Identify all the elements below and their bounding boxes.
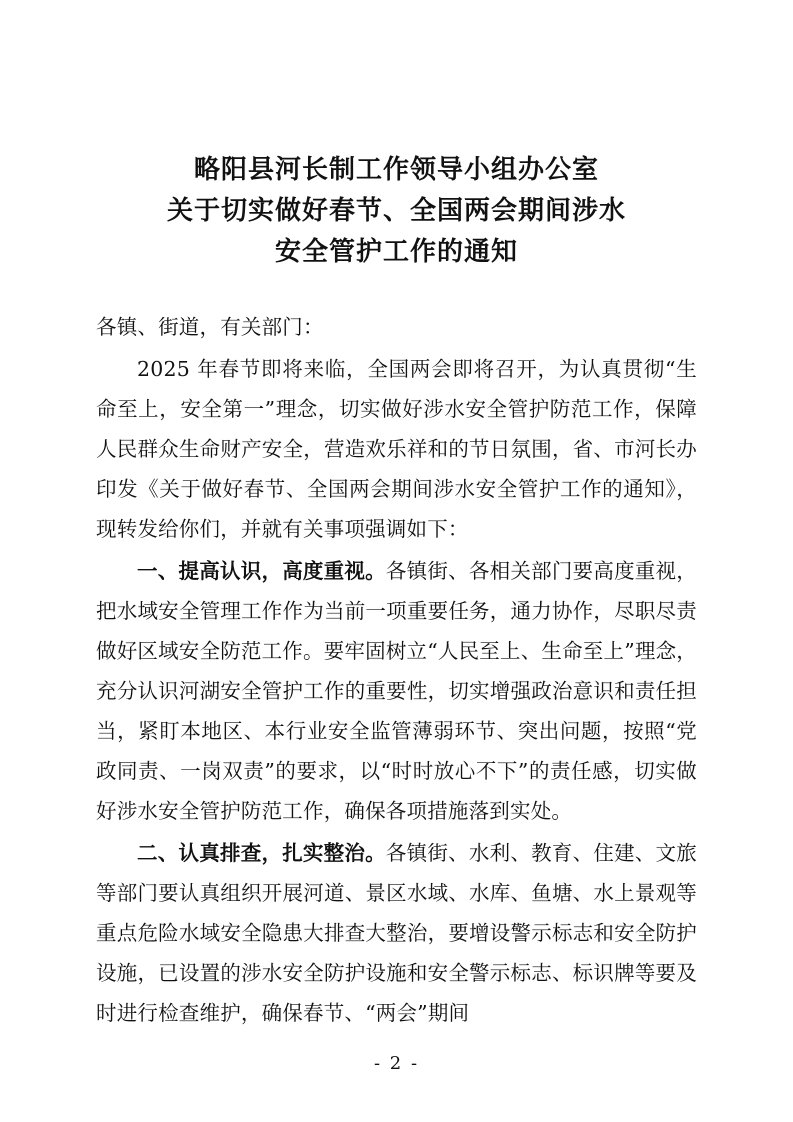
document-body xyxy=(96,307,697,1033)
paragraph-section-2-text: 各镇街、水利、教育、住建、文旅等部门要认真组织开展河道、景区水域、水库、鱼塘、水上景观等重点危险水域安全隐患大排查大整治，要增设警示标志和安全防护设施，已设置的涉水安全防护设施和安全警示标志、标识牌等要及时进行检查维护，确保春节、“两会”期间 xyxy=(96,841,697,1025)
paragraph-section-2 xyxy=(96,833,697,1033)
paragraph-intro-text: 2025 年春节即将来临，全国两会即将召开，为认真贯彻“生命至上，安全第一”理念，切实做好涉水安全管护防范工作，保障人民群众生命财产安全，营造欢乐祥和的节日氛围，省、市河长办印发《关于做好春节、全国两会期间涉水安全管护工作的通知》，现转发给你们，并就有关事项强调如下： xyxy=(96,357,697,541)
salutation: 各镇、街道，有关部门： xyxy=(96,315,324,339)
paragraph-section-1-lead: 一、提高认识，高度重视。 xyxy=(137,559,386,583)
paragraph-intro xyxy=(96,349,697,549)
paragraph-section-1 xyxy=(96,551,697,831)
page-title xyxy=(96,150,697,273)
title-line-1: 略阳县河长制工作领导小组办公室 xyxy=(193,155,599,185)
page-number: - 2 - xyxy=(373,1053,420,1074)
title-line-3: 安全管护工作的通知 xyxy=(274,237,518,267)
title-line-2: 关于切实做好春节、全国两会期间涉水 xyxy=(166,196,626,226)
paragraph-section-2-lead: 二、认真排查，扎实整治。 xyxy=(137,841,386,865)
paragraph-section-1-text: 各镇街、各相关部门要高度重视，把水域安全管理工作作为当前一项重要任务，通力协作，尽职尽责做好区域安全防范工作。要牢固树立“人民至上、生命至上”理念，充分认识河湖安全管护工作的重要性，切实增强政治意识和责任担当，紧盯本地区、本行业安全监管薄弱环节、突出问题，按照“党政同责、一岗双责”的要求，以“时时放心不下”的责任感，切实做好涉水安全管护防范工作，确保各项措施落到实处。 xyxy=(96,559,697,823)
